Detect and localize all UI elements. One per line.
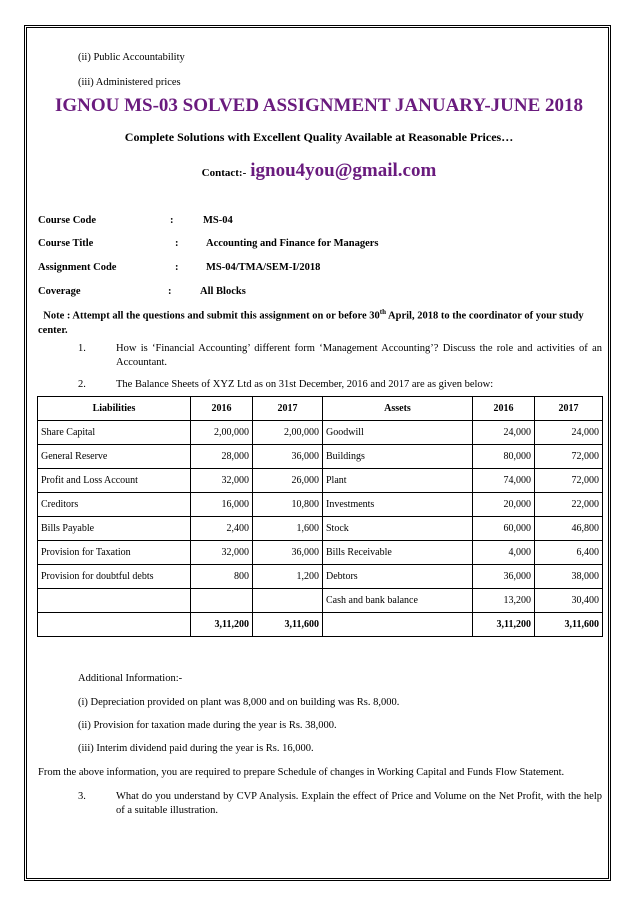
instruction: From the above information, you are required to prepare Schedule of changes in Working Capital and Funds Flow Statement.	[38, 767, 565, 778]
cell: 28,000	[191, 445, 253, 469]
table-total-row	[38, 613, 603, 637]
additional-item-3: (iii) Interim dividend paid during the year is Rs. 16,000.	[78, 743, 314, 754]
additional-item-2: (ii) Provision for taxation made during the year is Rs. 38,000.	[78, 720, 337, 731]
table-row	[38, 541, 603, 565]
cell: Goodwill	[323, 421, 473, 445]
course-code-label: Course Code	[38, 215, 97, 226]
cell	[253, 589, 323, 613]
header-liabilities: Liabilities	[38, 397, 191, 421]
cell: 16,000	[191, 493, 253, 517]
question-1-number: 1.	[78, 343, 86, 354]
cell: 10,800	[253, 493, 323, 517]
note-sup: th	[379, 308, 386, 316]
table-row	[38, 469, 603, 493]
cell: 38,000	[535, 565, 603, 589]
cell: Stock	[323, 517, 473, 541]
cell: Share Capital	[38, 421, 191, 445]
cell: Investments	[323, 493, 473, 517]
cell: Profit and Loss Account	[38, 469, 191, 493]
cell: 36,000	[253, 541, 323, 565]
header-liab-2016: 2016	[191, 397, 253, 421]
header-item-2: (ii) Public Accountability	[78, 52, 185, 63]
cell: Creditors	[38, 493, 191, 517]
cell: 800	[191, 565, 253, 589]
cell: 1,200	[253, 565, 323, 589]
table-header-row	[38, 397, 603, 421]
cell: General Reserve	[38, 445, 191, 469]
header-assets: Assets	[323, 397, 473, 421]
cell	[38, 613, 191, 637]
cell: 2,00,000	[191, 421, 253, 445]
course-title-value: Accounting and Finance for Managers	[206, 238, 379, 249]
cell: 22,000	[535, 493, 603, 517]
cell: 3,11,600	[535, 613, 603, 637]
cell: Provision for Taxation	[38, 541, 191, 565]
cell	[191, 589, 253, 613]
question-3-number: 3.	[78, 791, 86, 802]
cell: 46,800	[535, 517, 603, 541]
cell: 2,00,000	[253, 421, 323, 445]
table-row	[38, 445, 603, 469]
cell: 74,000	[473, 469, 535, 493]
course-code-value: MS-04	[203, 215, 233, 226]
header-liab-2017: 2017	[253, 397, 323, 421]
cell: Bills Receivable	[323, 541, 473, 565]
balance-sheet-table	[37, 396, 603, 637]
cell: 3,11,200	[191, 613, 253, 637]
subtitle: Complete Solutions with Excellent Quality Available at Reasonable Prices…	[124, 130, 514, 144]
cell: 80,000	[473, 445, 535, 469]
assignment-code-value: MS-04/TMA/SEM-I/2018	[206, 262, 321, 273]
cell: Debtors	[323, 565, 473, 589]
table-row	[38, 493, 603, 517]
page-title: IGNOU MS-03 SOLVED ASSIGNMENT JANUARY-JUNE 2018	[54, 95, 584, 116]
cell	[38, 589, 191, 613]
table-row	[38, 517, 603, 541]
note-before: Note : Attempt all the questions and submit this assignment on or before 30	[43, 310, 380, 322]
cell: 32,000	[191, 541, 253, 565]
cell: Bills Payable	[38, 517, 191, 541]
coverage-sep: :	[168, 286, 172, 297]
header-asset-2016: 2016	[473, 397, 535, 421]
cell: 24,000	[535, 421, 603, 445]
question-3-text: What do you understand by CVP Analysis. Explain the effect of Price and Volume on the Net Profit, with the help of a suitable illustration.	[116, 791, 602, 816]
question-2-text: The Balance Sheets of XYZ Ltd as on 31st December, 2016 and 2017 are as given below:	[116, 379, 494, 390]
cell: Plant	[323, 469, 473, 493]
question-1-text: How is ‘Financial Accounting’ different form ‘Management Accounting’? Discuss the role and activities of an Accountant.	[116, 343, 602, 368]
cell: Buildings	[323, 445, 473, 469]
table-row	[38, 565, 603, 589]
cell: 26,000	[253, 469, 323, 493]
contact-label: Contact:-	[201, 167, 247, 179]
cell: 36,000	[473, 565, 535, 589]
additional-item-1: (i) Depreciation provided on plant was 8,000 and on building was Rs. 8,000.	[78, 697, 400, 708]
cell: 60,000	[473, 517, 535, 541]
course-title-label: Course Title	[38, 238, 94, 249]
contact-line	[0, 160, 638, 182]
question-2-number: 2.	[78, 379, 86, 390]
additional-heading: Additional Information:-	[78, 673, 183, 684]
cell: 72,000	[535, 445, 603, 469]
cell: 24,000	[473, 421, 535, 445]
cell: 13,200	[473, 589, 535, 613]
cell: 4,000	[473, 541, 535, 565]
note-after: April, 2018 to the coordinator of your study center.	[38, 310, 584, 336]
coverage-value: All Blocks	[200, 286, 246, 297]
cell: 1,600	[253, 517, 323, 541]
cell: 3,11,600	[253, 613, 323, 637]
assignment-code-sep: :	[175, 262, 179, 273]
cell: 20,000	[473, 493, 535, 517]
note	[38, 305, 603, 338]
cell: Cash and bank balance	[323, 589, 473, 613]
cell	[323, 613, 473, 637]
cell: 72,000	[535, 469, 603, 493]
cell: 36,000	[253, 445, 323, 469]
header-item-3: (iii) Administered prices	[78, 77, 181, 88]
cell: 30,400	[535, 589, 603, 613]
assignment-code-label: Assignment Code	[38, 262, 117, 273]
cell: 6,400	[535, 541, 603, 565]
table-row	[38, 589, 603, 613]
header-asset-2017: 2017	[535, 397, 603, 421]
coverage-label: Coverage	[38, 286, 81, 297]
cell: Provision for doubtful debts	[38, 565, 191, 589]
course-title-sep: :	[175, 238, 179, 249]
course-code-sep: :	[170, 215, 174, 226]
cell: 2,400	[191, 517, 253, 541]
cell: 32,000	[191, 469, 253, 493]
contact-email: ignou4you@gmail.com	[250, 160, 437, 181]
cell: 3,11,200	[473, 613, 535, 637]
table-row	[38, 421, 603, 445]
